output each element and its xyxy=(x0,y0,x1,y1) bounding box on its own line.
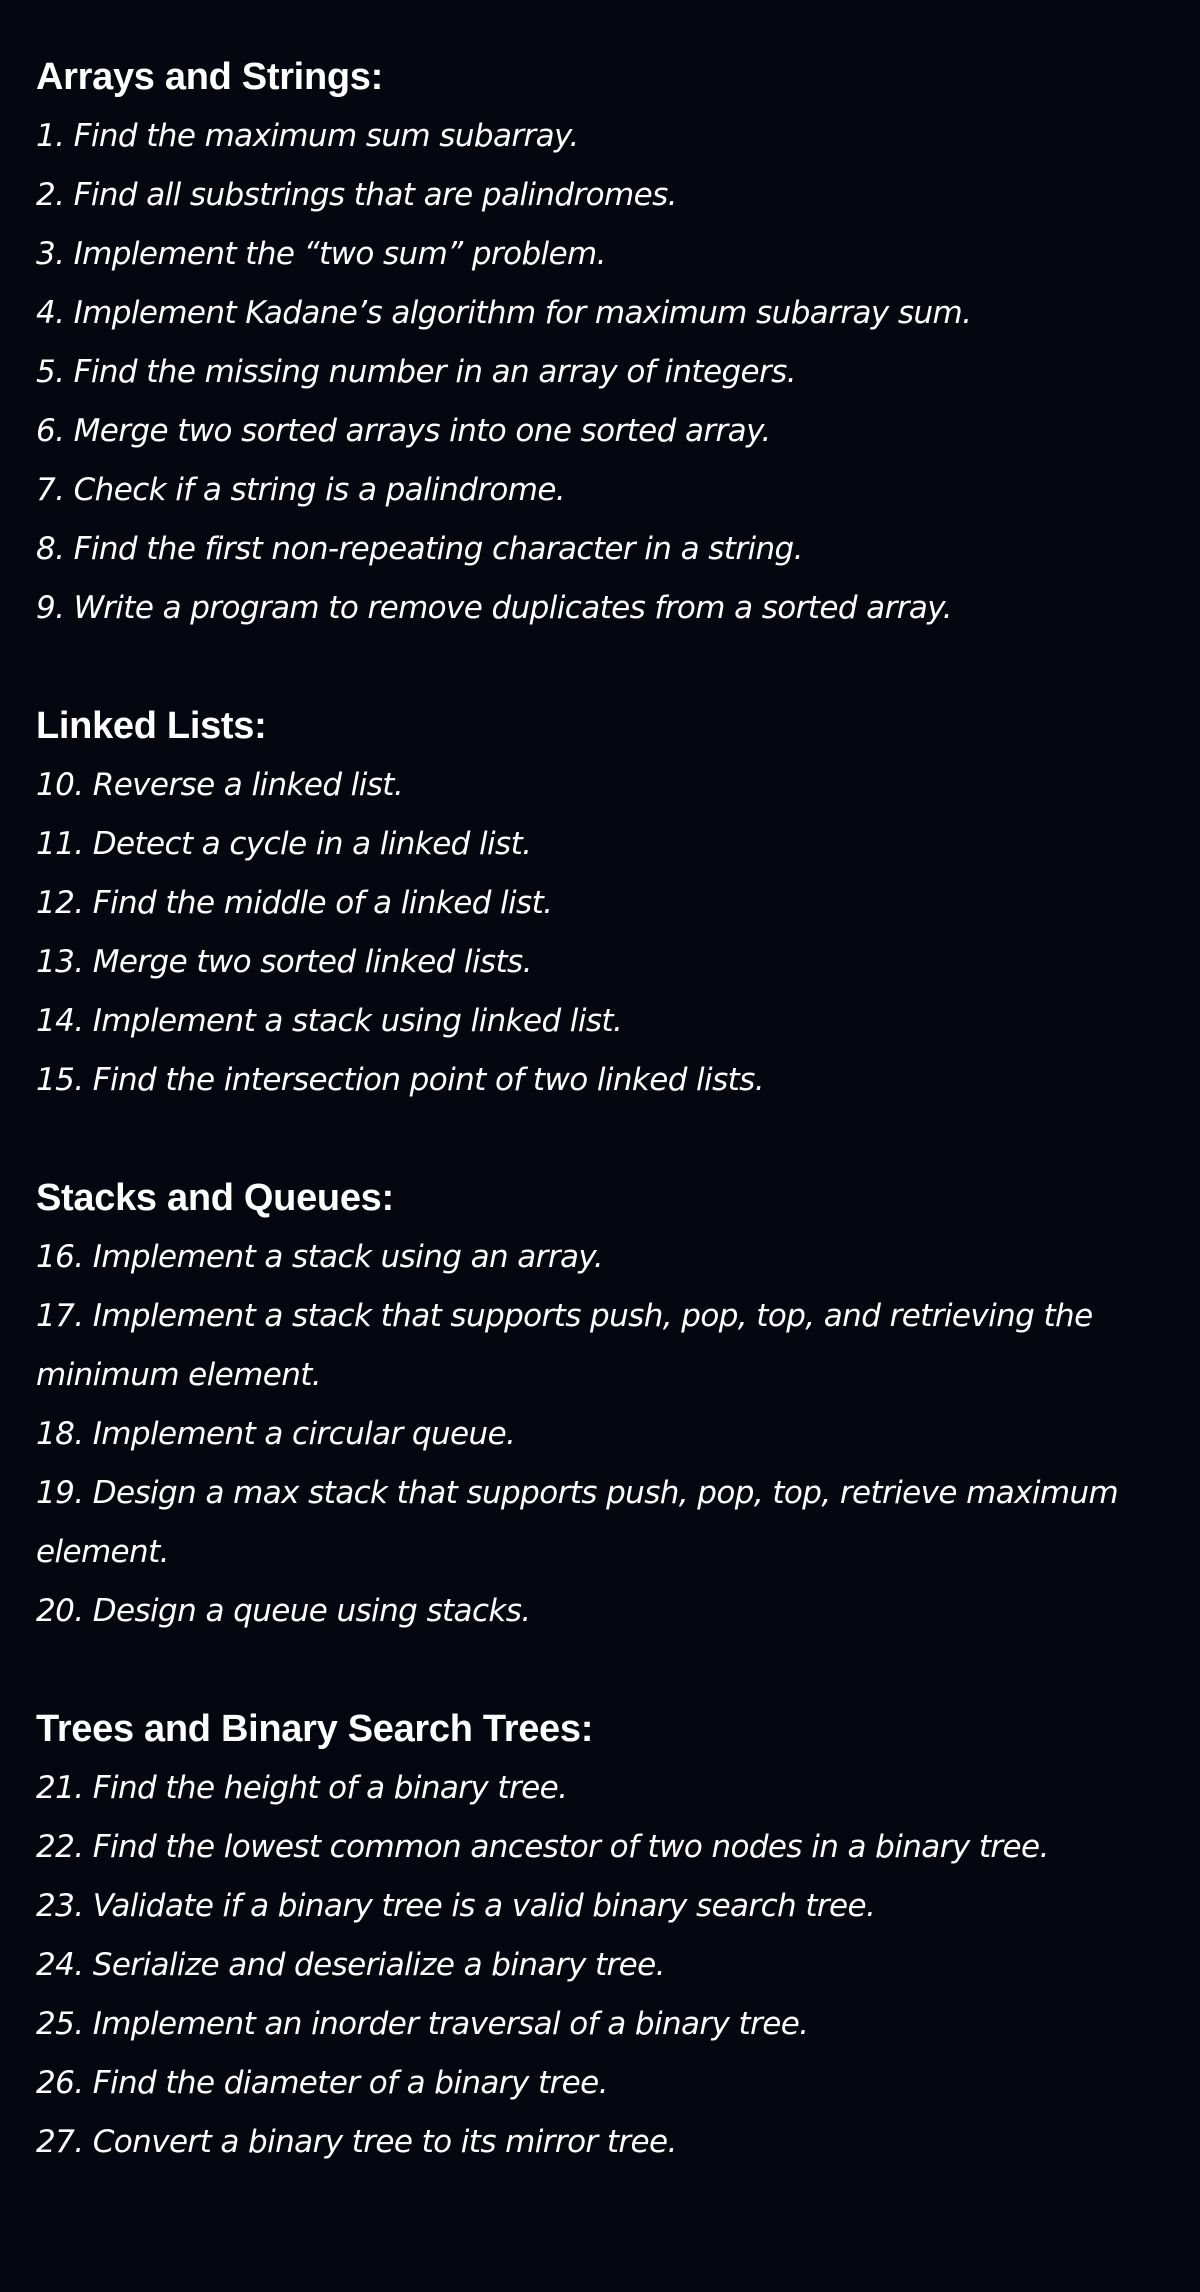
list-item: 19. Design a max stack that supports push, pop, top, retrieve maximum element. xyxy=(36,1475,1119,1570)
section-title: Stacks and Queues: xyxy=(36,1177,394,1219)
list-item: 14. Implement a stack using linked list. xyxy=(36,1003,623,1039)
list-item: 22. Find the lowest common ancestor of two nodes in a binary tree. xyxy=(36,1829,1049,1865)
list-item: 7. Check if a string is a palindrome. xyxy=(36,472,566,508)
list-item: 18. Implement a circular queue. xyxy=(36,1416,516,1452)
section-trees-and-bst xyxy=(36,1700,1200,2172)
list-item: 24. Serialize and deserialize a binary tree. xyxy=(36,1947,665,1983)
list-item: 5. Find the missing number in an array of integers. xyxy=(36,354,796,390)
list-item: 23. Validate if a binary tree is a valid binary search tree. xyxy=(36,1888,876,1924)
list-item: 1. Find the maximum sum subarray. xyxy=(36,118,579,154)
question-list xyxy=(36,107,1200,638)
list-item: 27. Convert a binary tree to its mirror tree. xyxy=(36,2124,677,2160)
list-item: 4. Implement Kadane’s algorithm for maximum subarray sum. xyxy=(36,295,972,331)
list-item: 26. Find the diameter of a binary tree. xyxy=(36,2065,608,2101)
list-item: 2. Find all substrings that are palindromes. xyxy=(36,177,677,213)
section-title: Trees and Binary Search Trees: xyxy=(36,1708,594,1750)
section-linked-lists xyxy=(36,697,1200,1110)
list-item: 9. Write a program to remove duplicates from a sorted array. xyxy=(36,590,952,626)
list-item: 16. Implement a stack using an array. xyxy=(36,1239,603,1275)
section-stacks-and-queues xyxy=(36,1169,1200,1641)
question-list xyxy=(36,1228,1200,1641)
section-arrays-and-strings xyxy=(36,48,1200,638)
list-item: 8. Find the first non-repeating character in a string. xyxy=(36,531,803,567)
list-item: 11. Detect a cycle in a linked list. xyxy=(36,826,532,862)
section-title: Arrays and Strings: xyxy=(36,56,383,98)
list-item: 6. Merge two sorted arrays into one sorted array. xyxy=(36,413,771,449)
question-list xyxy=(36,1759,1200,2172)
list-item: 3. Implement the “two sum” problem. xyxy=(36,236,606,272)
list-item: 25. Implement an inorder traversal of a binary tree. xyxy=(36,2006,809,2042)
question-list xyxy=(36,756,1200,1110)
list-item: 17. Implement a stack that supports push, pop, top, and retrieving the minimum element. xyxy=(36,1298,1093,1393)
list-item: 13. Merge two sorted linked lists. xyxy=(36,944,532,980)
list-item: 12. Find the middle of a linked list. xyxy=(36,885,553,921)
list-item: 21. Find the height of a binary tree. xyxy=(36,1770,568,1806)
list-item: 10. Reverse a linked list. xyxy=(36,767,404,803)
section-title: Linked Lists: xyxy=(36,705,267,747)
list-item: 20. Design a queue using stacks. xyxy=(36,1593,531,1629)
list-item: 15. Find the intersection point of two linked lists. xyxy=(36,1062,764,1098)
